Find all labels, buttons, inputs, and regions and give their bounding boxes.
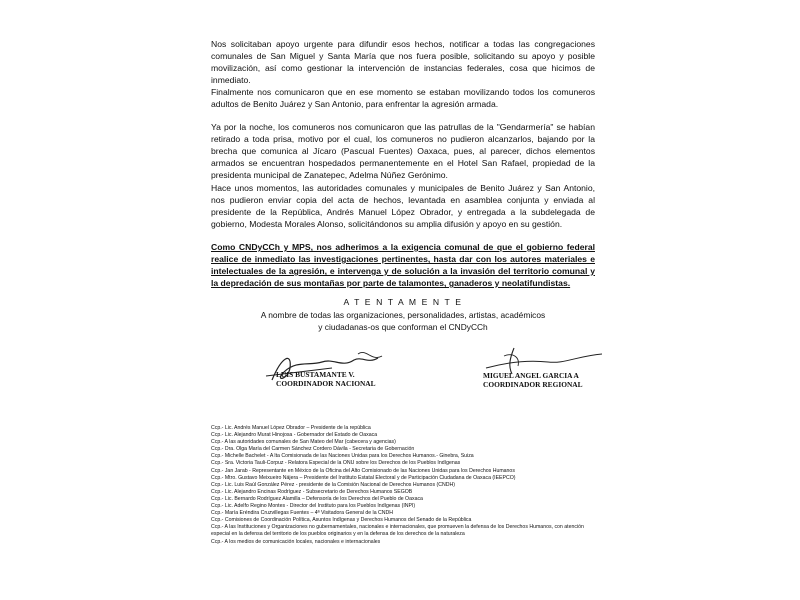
signatory-1-name: LUIS BUSTAMANTE V. xyxy=(276,370,355,379)
ccp-item: Ccp.- Sra. Victoria Tauli-Corpuz - Relatora Especial de la ONU sobre los Derechos de los Pueblos Indígenas xyxy=(211,460,461,467)
demand-paragraph: Como CNDyCCh y MPS, nos adherimos a la exigencia comunal de que el gobierno federal realice de inmediato las investigaciones pertinentes, hasta dar con los autores materiales e intelectuales de la agresión, e intervenga y de solución a la invasión del territorio comunal y la depredación de sus montañas por parte de talamontes, ganaderos y neolatifundistas. xyxy=(211,242,595,288)
paragraph-2: Finalmente nos comunicaron que en ese momento se estaban movilizando todos los comuneros adultos de Benito Juárez y San Antonio, para enfrentar la agresión armada. xyxy=(211,87,595,109)
paragraph-3: Ya por la noche, los comuneros nos comunicaron que las patrullas de la "Gendarmería" se habían retirado a toda prisa, motivo por el cual, los comuneros no pudieron alcanzarlos, bajando por la brecha que comunica al Jícaro (Pascual Fuentes) Oaxaca, pues, al parecer, dichos elementos armados se encuentran hospedados permanentemente en el Hotel San Rafael, propiedad de la presidenta municipal de Zanatepec, Adelma Núñez Gerónimo. xyxy=(211,122,595,180)
ccp-item: Ccp.- Dra. Olga María del Carmen Sánchez Cordero Dávila - Secretaria de Gobernación xyxy=(211,446,415,453)
ccp-item: Ccp.- Lic. Bernardo Rodríguez Alamilla – Defensoría de los Derechos del Pueblo de Oaxaca xyxy=(211,495,423,502)
ccp-item: Ccp.- Lic. Luis Raúl González Pérez - presidente de la Comisión Nacional de Derechos Humanos (CNDH) xyxy=(211,481,455,488)
ccp-item: Ccp.- Lic. Alejandro Encinas Rodríguez - Subsecretario de Derechos Humanos SEGOB xyxy=(211,488,413,495)
ccp-list xyxy=(211,425,601,546)
ccp-item: Ccp.- María Eréndira Cruzvillegas Fuentes – 4ª Visitadora General de la CNDH xyxy=(211,510,394,517)
ccp-item: Ccp.- Comisiones de Coordinación Política, Asuntos Indígenas y Derechos Humanos del Senado de la República xyxy=(211,517,472,524)
closing-salutation: A T E N T A M E N T E xyxy=(343,297,463,307)
ccp-item: Ccp.- A las Instituciones y Organizaciones no gubernamentales, nacionales e internacionales, que promueven la defensa de los Derechos Humanos, con atención especial en la defensa del territorio de los pueblos originarios y en la defensa de los derechos de la naturaleza xyxy=(211,524,584,538)
ccp-item: Ccp.- Lic. Adelfo Regino Montes - Director del Instituto para los Pueblos Indígenas (INPI) xyxy=(211,503,416,510)
closing-line-1: A nombre de todas las organizaciones, personalidades, artistas, académicos xyxy=(260,310,546,320)
closing-line-2: y ciudadanas-os que conforman el CNDyCCh xyxy=(318,322,488,332)
ccp-item: Ccp.- A las autoridades comunales de San Mateo del Mar (cabecera y agencias) xyxy=(211,439,396,446)
ccp-item: Ccp.- Mtro. Gustavo Meixueiro Nájera – Presidente del Instituto Estatal Electoral y de Participación Ciudadana de Oaxaca (IEEPCO) xyxy=(211,474,516,481)
signatory-1-role: COORDINADOR NACIONAL xyxy=(276,379,376,388)
ccp-item: Ccp.- Jan Jarab - Representante en México de la Oficina del Alto Comisionado de las Naciones Unidas para los Derechos Humanos xyxy=(211,467,515,474)
ccp-item: Ccp.- Lic. Andrés Manuel López Obrador – Presidente de la república xyxy=(211,425,371,431)
ccp-item: Ccp.- Michelle Bachelet - A lta Comisionada de las Naciones Unidas para los Derechos Humanos.- Ginebra, Suiza xyxy=(211,453,474,460)
signatory-2-name: MIGUEL ANGEL GARCIA A xyxy=(483,371,579,380)
paragraph-4: Hace unos momentos, las autoridades comunales y municipales de Benito Juárez y San Antonio, nos pudieron enviar copia del acta de hechos, levantada en asamblea conjunta y enviada al presidente de la República, Andrés Manuel López Obrador, y entregada a la subdelegada de gobierno, Modesta Morales Alonso, solicitándonos su amplia difusión y apoyo en su gestión. xyxy=(211,183,595,229)
ccp-item: Ccp.- Lic. Alejandro Murat Hinojosa - Gobernador del Estado de Oaxaca xyxy=(211,432,378,439)
paragraph-1: Nos solicitaban apoyo urgente para difundir esos hechos, notificar a todas las congregaciones comunales de San Miguel y Santa María que nos fuera posible, solicitando su apoyo y posible movilización, así como gestionar la intervención de instancias federales, cosa que hicimos de inmediato. xyxy=(211,39,595,85)
signatory-2-role: COORDINADOR REGIONAL xyxy=(483,380,583,389)
ccp-item: Ccp.- A los medios de comunicación locales, nacionales e internacionales xyxy=(211,538,381,545)
